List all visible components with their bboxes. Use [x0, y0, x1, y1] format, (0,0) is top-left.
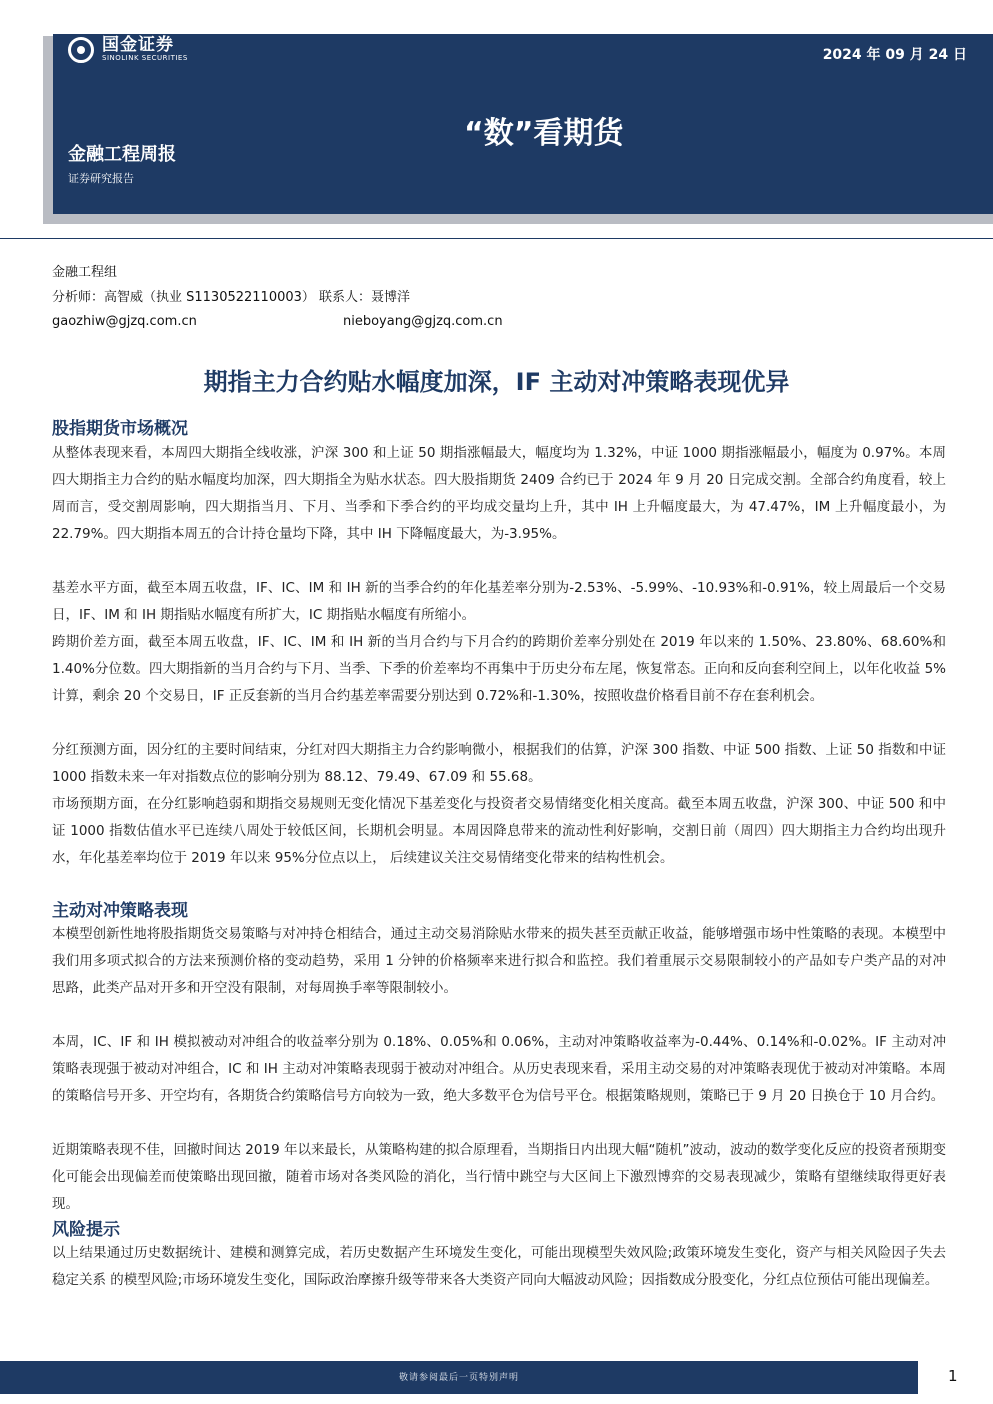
paragraph: 分红预测方面，因分红的主要时间结束，分红对四大期指主力合约影响微小，根据我们的估算，沪深 300 指数、中证 500 指数、上证 50 指数和中证 1000 指数未来一年对指数点位的影响分别为 88.12、79.49、67.09 和 55.68。: [52, 742, 946, 785]
brand-name-en: SINOLINK SECURITIES: [102, 54, 188, 62]
team-name: 金融工程组: [52, 265, 118, 280]
brand-logo: [68, 36, 188, 63]
paragraph: 跨期价差方面，截至本周五收盘，IF、IC、IM 和 IH 新的当月合约与下月合约的跨期价差率分别处在 2019 年以来的 1.50%、23.80%、68.60%和 1.40%分位数。四大期指新的当月合约与下月、当季、下季的价差率均不再集中于历史分布左尾，恢复常态。正向和反向套利空间上，以年化收益 5%计算，剩余 20 个交易日，IF 正反套新的当月合约基差率需要分别达到 0.72%和-1.30%，按照收盘价格看目前不存在套利机会。: [52, 634, 946, 704]
section-heading-active-hedge: 主动对冲策略表现: [52, 901, 188, 921]
header-divider: [0, 238, 993, 239]
report-date: 2024 年 09 月 24 日: [822, 47, 967, 63]
contact-email[interactable]: nieboyang@gjzq.com.cn: [343, 314, 503, 329]
main-headline: 期指主力合约贴水幅度加深，IF 主动对冲策略表现优异: [203, 368, 790, 396]
report-title: “数”看期货: [464, 116, 624, 151]
section-heading-risk: 风险提示: [52, 1220, 120, 1240]
report-series: 金融工程周报: [68, 144, 176, 165]
paragraph: 市场预期方面，在分红影响趋弱和期指交易规则无变化情况下基差变化与投资者交易情绪变化相关度高。截至本周五收盘，沪深 300、中证 500 和中证 1000 指数估值水平已连续八周处于较低区间，长期机会明显。本周因降息带来的流动性利好影响，交割日前（周四）四大期指主力合约均出现升水，年化基差率均位于 2019 年以来 95%分位点以上， 后续建议关注交易情绪变化带来的结构性机会。: [52, 796, 946, 866]
paragraph: 以上结果通过历史数据统计、建模和测算完成，若历史数据产生环境发生变化，可能出现模型失效风险;政策环境发生变化，资产与相关风险因子失去稳定关系 的模型风险;市场环境发生变化，国际政治摩擦升级等带来各大类资产同向大幅波动风险；因指数成分股变化，分红点位预估可能出现偏差。: [52, 1245, 946, 1288]
footer-disclaimer-note: 敬请参阅最后一页特别声明: [398, 1373, 519, 1383]
analyst-line: 分析师：高智威（执业 S1130522110003） 联系人：聂博洋: [52, 290, 411, 305]
paragraph: 基差水平方面，截至本周五收盘，IF、IC、IM 和 IH 新的当季合约的年化基差率分别为-2.53%、-5.99%、-10.93%和-0.91%，较上周最后一个交易日，IF、IM 和 IH 期指贴水幅度有所扩大，IC 期指贴水幅度有所缩小。: [52, 580, 946, 623]
report-type: 证券研究报告: [68, 172, 134, 185]
section-heading-market-overview: 股指期货市场概况: [52, 419, 188, 439]
paragraph: 近期策略表现不佳，回撤时间达 2019 年以来最长，从策略构建的拟合原理看，当期指日内出现大幅“随机”波动，波动的数学变化反应的投资者预期变化可能会出现偏差而使策略出现回撤，随着市场对各类风险的消化，当行情中跳空与大区间上下激烈博弈的交易表现减少，策略有望继续取得更好表现。: [52, 1142, 946, 1212]
brand-name-cn: 国金证券: [102, 35, 174, 55]
brand-logo-icon: [68, 37, 94, 63]
paragraph: 本周，IC、IF 和 IH 模拟被动对冲组合的收益率分别为 0.18%、0.05%和 0.06%，主动对冲策略收益率为-0.44%、0.14%和-0.02%。IF 主动对冲策略表现强于被动对冲组合，IC 和 IH 主动对冲策略表现弱于被动对冲组合。从历史表现来看，采用主动交易的对冲策略表现优于被动对冲策略。本周的策略信号开多、开空均有，各期货合约策略信号方向较为一致，绝大多数平仓为信号平仓。根据策略规则，策略已于 9 月 20 日换仓于 10 月合约。: [52, 1034, 946, 1104]
analyst-email[interactable]: gaozhiw@gjzq.com.cn: [52, 314, 197, 329]
paragraph: 本模型创新性地将股指期货交易策略与对冲持仓相结合，通过主动交易消除贴水带来的损失甚至贡献正收益，能够增强市场中性策略的表现。本模型中我们用多项式拟合的方法来预测价格的变动趋势，采用 1 分钟的价格频率来进行拟合和监控。我们着重展示交易限制较小的产品如专户类产品的对冲思路，此类产品对开多和开空没有限制，对每周换手率等限制较小。: [52, 926, 946, 996]
page-number: 1: [948, 1367, 958, 1385]
paragraph: 从整体表现来看，本周四大期指全线收涨，沪深 300 和上证 50 期指涨幅最大，幅度均为 1.32%，中证 1000 期指涨幅最小，幅度为 0.97%。本周四大期指主力合约的贴水幅度均加深，四大期指全为贴水状态。四大股指期货 2409 合约已于 2024 年 9 月 20 日完成交割。全部合约角度看，较上周而言，受交割周影响，四大期指当月、下月、当季和下季合约的平均成交量均上升，其中 IH 上升幅度最大，为 47.47%，IM 上升幅度最小，为 22.79%。四大期指本周五的合计持仓量均下降，其中 IH 下降幅度最大，为-3.95%。: [52, 445, 946, 542]
